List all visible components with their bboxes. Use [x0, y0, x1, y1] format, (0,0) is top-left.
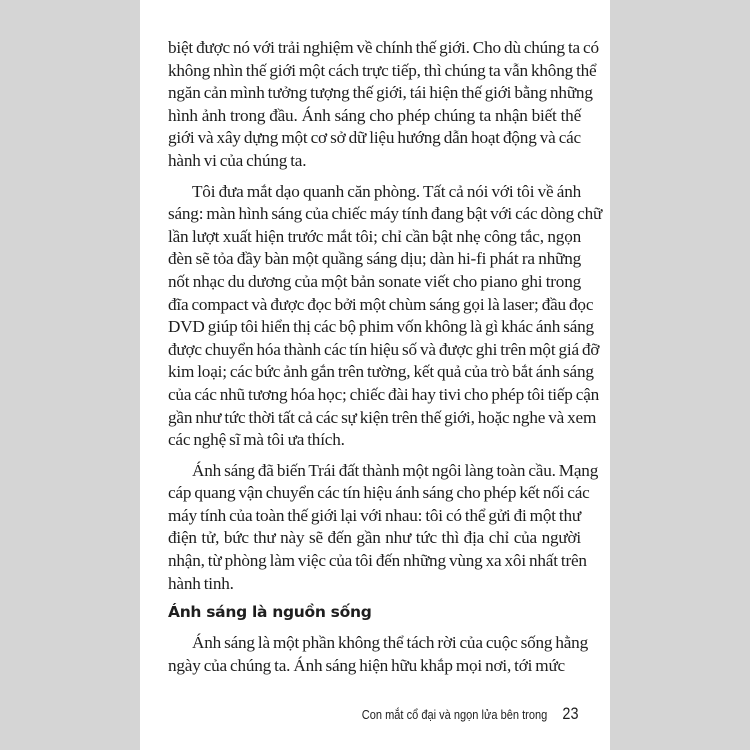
paragraph: [168, 460, 599, 596]
text-line: lần lượt xuất hiện trước mắt tôi; chỉ cần bật nhẹ công tắc, ngọn: [168, 226, 581, 246]
text-line: DVD giúp tôi hiển thị các bộ phim vốn không là gì khác ánh sáng: [168, 317, 594, 337]
text-line: các nghệ sĩ mà tôi ưa thích.: [168, 430, 345, 450]
text-line: ngăn cản mình tưởng tượng thế giới, tái hiện thế giới bằng những: [168, 83, 593, 103]
text-line: biệt được nó với trải nghiệm về chính thế giới. Cho dù chúng ta có: [168, 38, 599, 57]
text-line: ngày của chúng ta. Ánh sáng hiện hữu khắp mọi nơi, tới mức: [168, 655, 565, 675]
text-line: cáp quang vận chuyển các tín hiệu ánh sáng cho phép kết nối các: [168, 483, 590, 503]
book-page: [140, 0, 610, 750]
text-line: được chuyển hóa thành các tín hiệu số và được ghi trên một giá đỡ: [168, 339, 600, 359]
text-line: không nhìn thế giới một cách trực tiếp, thì chúng ta vẫn không thể: [168, 60, 597, 80]
text-line: hình ảnh trong đầu. Ánh sáng cho phép chúng ta nhận biết thế: [168, 105, 581, 125]
text-line: đèn sẽ tỏa đầy bàn một quầng sáng dịu; dàn hi-fi phát ra những: [168, 249, 581, 269]
text-line: Ánh sáng là một phần không thể tách rời của cuộc sống hằng: [192, 633, 588, 652]
body-text: [168, 37, 603, 595]
text-line: nốt nhạc du dương của một bản sonate viết cho piano ghi trong: [168, 271, 581, 291]
text-line: kim loại; các bức ảnh gắn trên tường, kết quả của trò bắt ánh sáng: [168, 362, 594, 382]
text-line: sáng: màn hình sáng của chiếc máy tính đang bật với các dòng chữ: [168, 204, 603, 224]
text-line: Ánh sáng đã biến Trái đất thành một ngôi làng toàn cầu. Mạng: [192, 460, 599, 480]
section-heading: Ánh sáng là nguồn sống: [168, 603, 372, 621]
running-title: Con mắt cổ đại và ngọn lửa bên trong: [361, 707, 548, 722]
paragraph: [168, 37, 599, 173]
text-line: đĩa compact và được đọc bởi một chùm sáng gọi là laser; đầu đọc: [168, 294, 594, 314]
text-line: gần như tức thời tất cả các sự kiện trên thế giới, hoặc nghe và xem: [168, 407, 597, 427]
text-line: máy tính của toàn thế giới lại với nhau: tôi có thể gửi đi một thư: [168, 505, 581, 525]
paragraph: [168, 181, 603, 452]
text-line: của các nhũ tương hóa học; chiếc đài hay tivi cho phép tôi tiếp cận: [168, 384, 600, 404]
paragraph: [168, 632, 588, 677]
text-line: điện tử, bức thư này sẽ đến gần như tức thì địa chỉ của người: [168, 528, 581, 548]
page-footer: [329, 704, 580, 724]
page-number: 23: [562, 704, 579, 723]
text-line: hành tinh.: [168, 573, 234, 593]
text-line: Tôi đưa mắt dạo quanh căn phòng. Tất cả nói với tôi về ánh: [192, 181, 581, 201]
text-line: giới và xây dựng một cơ sở dữ liệu hướng dẫn hoạt động và các: [168, 128, 581, 148]
text-line: nhận, từ phòng làm việc của tôi đến những vùng xa xôi nhất trên: [168, 551, 587, 571]
section-body-text: [168, 632, 588, 677]
text-line: hành vi của chúng ta.: [168, 150, 307, 170]
